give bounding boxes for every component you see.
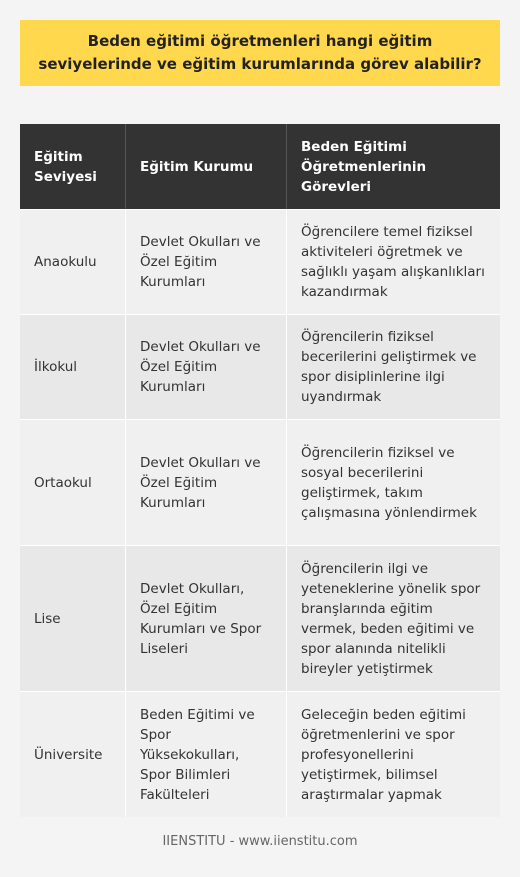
table-header-row [20, 124, 500, 209]
table-row [20, 314, 500, 419]
cell-institution: Devlet Okulları ve Özel Eğitim Kurumları [125, 210, 286, 314]
cell-institution: Beden Eğitimi ve Spor Yüksekokulları, Spor Bilimleri Fakülteleri [125, 692, 286, 817]
footer-credit: IIENSTITU - www.iienstitu.com [162, 834, 358, 849]
cell-duties: Öğrencilerin fiziksel ve sosyal becerilerini geliştirmek, takım çalışmasına yönlendirmek [286, 420, 500, 545]
header-cell-institution: Eğitim Kurumu [125, 124, 286, 209]
cell-level: Anaokulu [34, 254, 97, 270]
cell-duties: Öğrencilerin fiziksel becerilerini geliştirmek ve spor disiplinlerine ilgi uyandırmak [286, 315, 500, 419]
table-row [20, 545, 500, 691]
cell-duties: Öğrencilerin ilgi ve yeteneklerine yönelik spor branşlarında eğitim vermek, beden eğitimi ve spor alanında nitelikli bireyler yetiştirmek [286, 546, 500, 691]
cell-institution: Devlet Okulları ve Özel Eğitim Kurumları [125, 315, 286, 419]
cell-institution: Devlet Okulları, Özel Eğitim Kurumları ve Spor Liseleri [125, 546, 286, 691]
cell-level: Ortaokul [34, 474, 92, 491]
data-table [20, 124, 500, 817]
cell-level: İlkokul [34, 359, 78, 375]
page-title: Beden eğitimi öğretmenleri hangi eğitim seviyelerinde ve eğitim kurumlarında görev alabilir? [20, 20, 500, 86]
cell-institution: Devlet Okulları ve Özel Eğitim Kurumları [125, 420, 286, 545]
cell-duties: Geleceğin beden eğitimi öğretmenlerini ve spor profesyonellerini yetiştirmek, bilimsel araştırmalar yapmak [286, 692, 500, 817]
cell-duties: Öğrencilere temel fiziksel aktiviteleri öğretmek ve sağlıklı yaşam alışkanlıkları kazandırmak [286, 210, 500, 314]
cell-level: Lise [34, 610, 61, 627]
table-row [20, 691, 500, 817]
cell-level: Üniversite [34, 746, 103, 763]
table-row [20, 209, 500, 314]
header-cell-level: Eğitim Seviyesi [34, 148, 97, 185]
table-row [20, 419, 500, 545]
header-cell-duties: Beden Eğitimi Öğretmenlerinin Görevleri [286, 124, 500, 209]
